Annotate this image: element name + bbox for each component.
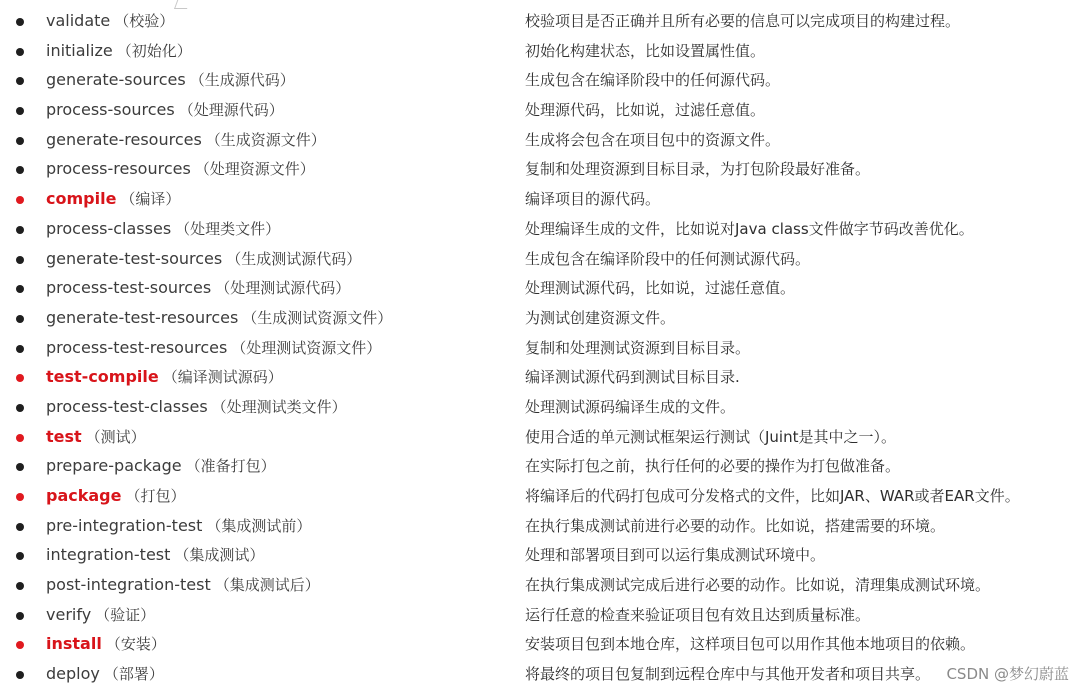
phase-row-validate	[0, 6, 1085, 36]
phase-row-package	[0, 481, 1085, 511]
lifecycle-phase-list	[0, 6, 1085, 689]
bullet-icon	[16, 315, 24, 323]
phase-row-process-test-sources	[0, 273, 1085, 303]
phase-description: 处理测试源码编译生成的文件。	[525, 397, 736, 416]
phase-row-process-sources	[0, 95, 1085, 125]
phase-name	[46, 426, 146, 448]
phase-cn-label: （处理资源文件）	[194, 160, 315, 179]
phase-cn-label: （集成测试）	[174, 546, 265, 565]
phase-cn-label: （生成源代码）	[189, 71, 295, 90]
phase-cn-label: （准备打包）	[185, 457, 276, 476]
phase-name	[46, 485, 186, 507]
bullet-icon	[16, 48, 24, 56]
phase-cn-label: （集成测试前）	[206, 516, 312, 535]
phase-row-generate-test-resources	[0, 303, 1085, 333]
phase-cn-label: （生成测试资源文件）	[242, 308, 393, 327]
phase-row-test	[0, 422, 1085, 452]
bullet-icon	[16, 285, 24, 293]
bullet-icon	[16, 463, 24, 471]
phase-row-generate-test-sources	[0, 244, 1085, 274]
phase-row-initialize	[0, 36, 1085, 66]
phase-description: 将编译后的代码打包成可分发格式的文件，比如JAR、WAR或者EAR文件。	[525, 487, 1020, 505]
phase-row-verify	[0, 600, 1085, 630]
phase-name	[46, 604, 155, 626]
phase-id: process-classes	[46, 218, 172, 238]
phase-name	[46, 366, 283, 388]
phase-description: 生成包含在编译阶段中的任何测试源代码。	[525, 249, 811, 268]
phase-id: generate-resources	[46, 129, 202, 149]
phase-cn-label: （安装）	[105, 635, 166, 654]
phase-id: process-test-resources	[46, 337, 228, 357]
bullet-icon	[16, 612, 24, 620]
phase-cn-label: （生成资源文件）	[205, 130, 326, 149]
phase-name	[46, 10, 174, 32]
phase-description: 生成将会包含在项目包中的资源文件。	[525, 130, 781, 149]
bullet-icon	[16, 493, 24, 501]
phase-id: process-sources	[46, 100, 175, 120]
phase-name	[46, 69, 295, 91]
phase-row-compile	[0, 184, 1085, 214]
bullet-icon	[16, 256, 24, 264]
phase-cn-label: （生成测试源代码）	[226, 249, 362, 268]
phase-description: 使用合适的单元测试框架运行测试（Juint是其中之一）。	[525, 427, 896, 446]
phase-name	[46, 40, 192, 62]
phase-name	[46, 188, 180, 210]
phase-id: validate	[46, 11, 111, 30]
phase-cn-label: （编译）	[120, 190, 181, 209]
phase-name	[46, 633, 166, 655]
phase-id: package	[46, 486, 122, 505]
phase-id: prepare-package	[46, 456, 182, 476]
phase-id: generate-test-resources	[46, 307, 239, 327]
phase-cn-label: （打包）	[125, 487, 186, 505]
phase-description: 处理和部署项目到可以运行集成测试环境中。	[525, 546, 826, 565]
bullet-icon	[16, 641, 24, 649]
phase-id: install	[46, 634, 102, 654]
bullet-icon	[16, 434, 24, 442]
phase-description: 编译项目的源代码。	[525, 190, 661, 209]
phase-name	[46, 307, 392, 329]
phase-description: 处理测试源代码，比如说，过滤任意值。	[525, 279, 796, 298]
phase-name	[46, 277, 350, 299]
phase-name	[46, 574, 320, 596]
phase-cn-label: （处理类文件）	[175, 219, 281, 238]
phase-cn-label: （校验）	[114, 12, 175, 30]
phase-id: test-compile	[46, 367, 159, 387]
phase-description: 处理源代码，比如说，过滤任意值。	[525, 101, 766, 120]
phase-description: 在实际打包之前，执行任何的必要的操作为打包做准备。	[525, 457, 901, 476]
phase-cn-label: （测试）	[85, 427, 146, 446]
phase-cn-label: （处理源代码）	[178, 101, 284, 120]
phase-name	[46, 248, 361, 270]
phase-cn-label: （部署）	[103, 665, 164, 684]
bullet-icon	[16, 582, 24, 590]
bullet-icon	[16, 404, 24, 412]
phase-description: 初始化构建状态，比如设置属性值。	[525, 41, 766, 60]
bullet-icon	[16, 196, 24, 204]
phase-description: 将最终的项目包复制到远程仓库中与其他开发者和项目共享。	[525, 665, 931, 684]
phase-id: process-test-sources	[46, 278, 212, 298]
phase-row-process-classes	[0, 214, 1085, 244]
phase-description: 编译测试源代码到测试目标目录.	[525, 368, 740, 387]
phase-id: initialize	[46, 40, 113, 60]
phase-name	[46, 337, 381, 359]
phase-row-generate-resources	[0, 125, 1085, 155]
phase-id: verify	[46, 604, 92, 624]
phase-row-process-test-classes	[0, 392, 1085, 422]
bullet-icon	[16, 671, 24, 679]
bullet-icon	[16, 374, 24, 382]
phase-cn-label: （处理测试源代码）	[215, 279, 351, 298]
phase-description: 在执行集成测试前进行必要的动作。比如说，搭建需要的环境。	[525, 516, 946, 535]
phase-description: 校验项目是否正确并且所有必要的信息可以完成项目的构建过程。	[525, 12, 961, 30]
phase-id: test	[46, 426, 82, 446]
phase-id: pre-integration-test	[46, 515, 203, 535]
phase-id: generate-test-sources	[46, 248, 223, 268]
phase-row-deploy	[0, 659, 1085, 689]
phase-id: process-test-classes	[46, 396, 208, 416]
phase-name	[46, 218, 280, 240]
phase-cn-label: （处理测试类文件）	[211, 397, 347, 416]
bullet-icon	[16, 226, 24, 234]
bullet-icon	[16, 18, 24, 26]
phase-row-integration-test	[0, 540, 1085, 570]
phase-row-generate-sources	[0, 65, 1085, 95]
bullet-icon	[16, 345, 24, 353]
phase-name	[46, 515, 311, 537]
phase-name	[46, 396, 347, 418]
phase-cn-label: （集成测试后）	[214, 576, 320, 595]
phase-description: 为测试创建资源文件。	[525, 308, 676, 327]
phase-id: deploy	[46, 664, 100, 684]
phase-row-install	[0, 629, 1085, 659]
bullet-icon	[16, 523, 24, 531]
phase-name	[46, 99, 284, 121]
phase-cn-label: （初始化）	[116, 41, 192, 60]
csdn-watermark: CSDN @梦幻蔚蓝	[946, 665, 1069, 683]
bullet-icon	[16, 552, 24, 560]
phase-description: 在执行集成测试完成后进行必要的动作。比如说，清理集成测试环境。	[525, 576, 991, 595]
phase-id: process-resources	[46, 159, 191, 179]
phase-description: 处理编译生成的文件，比如说对Java class文件做字节码改善优化。	[525, 219, 974, 238]
phase-description: 复制和处理资源到目标目录，为打包阶段最好准备。	[525, 160, 871, 179]
phase-name	[46, 544, 264, 566]
bullet-icon	[16, 107, 24, 115]
bullet-icon	[16, 137, 24, 145]
phase-description: 运行任意的检查来验证项目包有效且达到质量标准。	[525, 605, 871, 624]
phase-id: post-integration-test	[46, 575, 211, 595]
phase-description: 复制和处理测试资源到目标目录。	[525, 338, 751, 357]
phase-id: generate-sources	[46, 70, 186, 90]
phase-row-test-compile	[0, 362, 1085, 392]
phase-name	[46, 158, 315, 180]
phase-id: compile	[46, 189, 117, 209]
phase-row-process-resources	[0, 154, 1085, 184]
phase-row-post-integration-test	[0, 570, 1085, 600]
phase-row-process-test-resources	[0, 333, 1085, 363]
phase-name	[46, 129, 326, 151]
phase-id: integration-test	[46, 545, 171, 565]
phase-row-prepare-package	[0, 451, 1085, 481]
phase-description: 生成包含在编译阶段中的任何源代码。	[525, 71, 781, 90]
phase-description: 安装项目包到本地仓库，这样项目包可以用作其他本地项目的依赖。	[525, 635, 976, 654]
phase-cn-label: （验证）	[95, 605, 156, 624]
phase-cn-label: （编译测试源码）	[162, 368, 283, 387]
bullet-icon	[16, 77, 24, 85]
phase-name	[46, 663, 164, 685]
bullet-icon	[16, 166, 24, 174]
phase-cn-label: （处理测试资源文件）	[231, 338, 382, 357]
phase-row-pre-integration-test	[0, 511, 1085, 541]
phase-name	[46, 455, 276, 477]
